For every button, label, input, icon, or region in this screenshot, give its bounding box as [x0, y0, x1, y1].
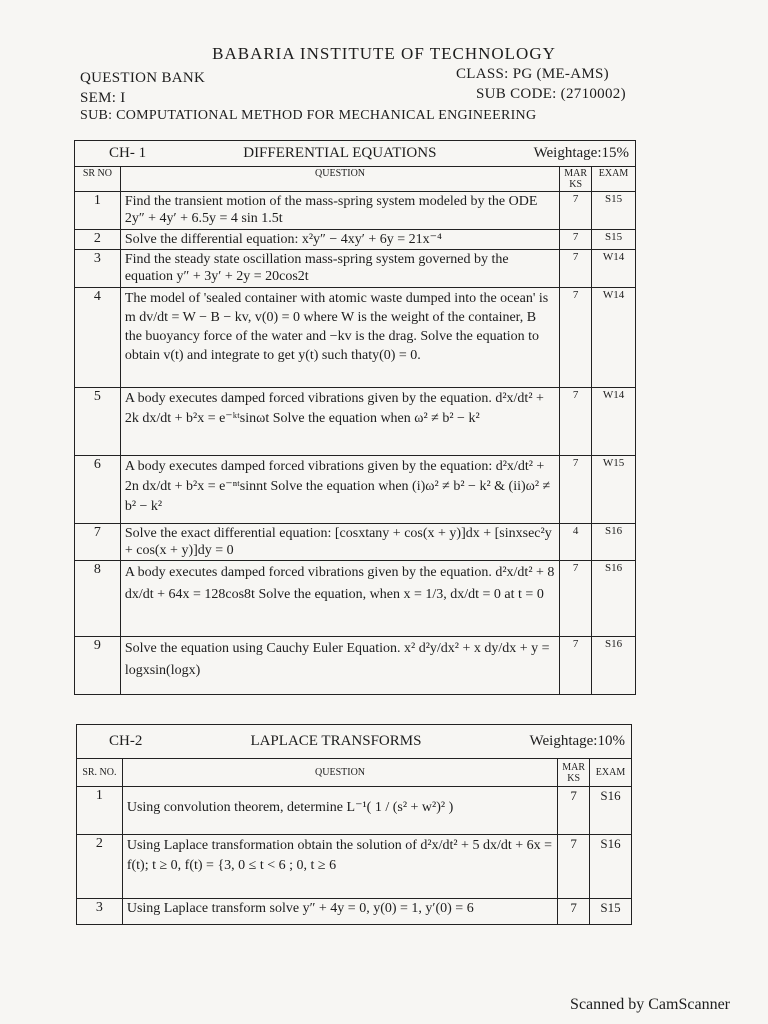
ch2-label: CH-2 [109, 733, 143, 749]
question-text: Solve the equation using Cauchy Euler Equation. x² d²y/dx² + x dy/dx + y = logxsin(logx) [120, 637, 559, 695]
col-sr: SR NO [75, 167, 121, 192]
row-marks: 7 [560, 637, 592, 695]
subject-label: SUB: COMPUTATIONAL METHOD FOR MECHANICAL ENGINEERING [80, 108, 537, 123]
ch2-table [76, 724, 632, 925]
row-marks: 7 [560, 456, 592, 524]
table-row [75, 192, 636, 230]
row-marks: 7 [560, 230, 592, 250]
row-marks: 7 [560, 561, 592, 637]
question-text: Solve the differential equation: x²y″ − 4xy′ + 6y = 21x⁻⁴ [120, 230, 559, 250]
row-exam: S15 [590, 899, 632, 925]
row-sr: 3 [77, 899, 123, 925]
col-exam: EXAM [592, 167, 636, 192]
table-row [75, 524, 636, 561]
row-marks: 7 [560, 192, 592, 230]
table-row [75, 637, 636, 695]
question-text: The model of 'sealed container with atomic waste dumped into the ocean' is m dv/dt = W − B − kv, v(0) = 0 where W is the weight of the container, B the buoyancy force of the water and −kv is the drag. Solve the equation to obtain v(t) and integrate to get y(t) such thaty(0) = 0. [120, 288, 559, 388]
semester-label: SEM: I [80, 90, 126, 106]
col-question: QUESTION [120, 167, 559, 192]
question-bank-label: QUESTION BANK [80, 70, 206, 86]
question-text: A body executes damped forced vibrations given by the equation: d²x/dt² + 2n dx/dt + b²x = e⁻ⁿᵗsinnt Solve the equation when (i)ω² ≠ b² − k² & (ii)ω² ≠ b² − k² [120, 456, 559, 524]
question-text: Solve the exact differential equation: [cosxtany + cos(x + y)]dx + [sinxsec²y + cos(x + y)]dy = 0 [120, 524, 559, 561]
row-marks: 7 [560, 288, 592, 388]
question-text: Using Laplace transform solve y″ + 4y = 0, y(0) = 1, y′(0) = 6 [122, 899, 557, 925]
col-marks: MAR KS [558, 759, 590, 787]
row-exam: W14 [592, 388, 636, 456]
ch1-weightage: Weightage:15% [533, 145, 629, 161]
ch2-title: LAPLACE TRANSFORMS [250, 733, 422, 749]
table-row [75, 250, 636, 288]
table-row [75, 561, 636, 637]
ch2-header [77, 725, 632, 759]
question-text: Find the steady state oscillation mass-spring system governed by the equation y″ + 3y′ + 2y = 20cos2t [120, 250, 559, 288]
row-exam: S16 [590, 835, 632, 899]
row-sr: 2 [77, 835, 123, 899]
ch1-title: DIFFERENTIAL EQUATIONS [243, 145, 437, 161]
ch1-table [74, 140, 636, 695]
col-marks: MAR KS [560, 167, 592, 192]
sub-code-label: SUB CODE: (2710002) [476, 86, 626, 102]
row-exam: S15 [592, 192, 636, 230]
table-row [75, 456, 636, 524]
row-exam: W14 [592, 250, 636, 288]
table-row [75, 288, 636, 388]
ch2-weightage: Weightage:10% [529, 733, 625, 749]
col-question: QUESTION [122, 759, 557, 787]
row-sr: 9 [75, 637, 121, 695]
table-row [75, 230, 636, 250]
row-sr: 4 [75, 288, 121, 388]
table-row [77, 787, 632, 835]
row-marks: 7 [558, 787, 590, 835]
institute-name: BABARIA INSTITUTE OF TECHNOLOGY [212, 44, 556, 63]
table-row [77, 835, 632, 899]
row-exam: S16 [592, 561, 636, 637]
table-row [75, 388, 636, 456]
col-sr: SR. NO. [77, 759, 123, 787]
question-text: Using Laplace transformation obtain the solution of d²x/dt² + 5 dx/dt + 6x = f(t); t ≥ 0, f(t) = {3, 0 ≤ t < 6 ; 0, t ≥ 6 [122, 835, 557, 899]
row-sr: 1 [77, 787, 123, 835]
row-exam: S16 [592, 637, 636, 695]
row-sr: 6 [75, 456, 121, 524]
row-exam: S16 [592, 524, 636, 561]
question-text: A body executes damped forced vibrations given by the equation. d²x/dt² + 8 dx/dt + 64x = 128cos8t Solve the equation, when x = 1/3, dx/dt = 0 at t = 0 [120, 561, 559, 637]
row-sr: 8 [75, 561, 121, 637]
row-marks: 7 [558, 899, 590, 925]
row-exam: W15 [592, 456, 636, 524]
scanner-watermark: Scanned by CamScanner [570, 996, 730, 1013]
question-text: Find the transient motion of the mass-spring system modeled by the ODE 2y″ + 4y′ + 6.5y = 4 sin 1.5t [120, 192, 559, 230]
question-text: A body executes damped forced vibrations given by the equation. d²x/dt² + 2k dx/dt + b²x = e⁻ᵏᵗsinωt Solve the equation when ω² ≠ b² − k² [120, 388, 559, 456]
row-sr: 7 [75, 524, 121, 561]
ch1-header [75, 141, 636, 167]
row-exam: S16 [590, 787, 632, 835]
row-exam: S15 [592, 230, 636, 250]
row-sr: 1 [75, 192, 121, 230]
table-row [77, 899, 632, 925]
row-marks: 7 [560, 388, 592, 456]
row-sr: 2 [75, 230, 121, 250]
row-exam: W14 [592, 288, 636, 388]
row-sr: 5 [75, 388, 121, 456]
col-exam: EXAM [590, 759, 632, 787]
row-marks: 7 [560, 250, 592, 288]
row-marks: 4 [560, 524, 592, 561]
ch1-label: CH- 1 [109, 145, 147, 161]
question-text: Using convolution theorem, determine L⁻¹( 1 / (s² + w²)² ) [122, 787, 557, 835]
row-marks: 7 [558, 835, 590, 899]
row-sr: 3 [75, 250, 121, 288]
class-label: CLASS: PG (ME-AMS) [456, 66, 609, 82]
